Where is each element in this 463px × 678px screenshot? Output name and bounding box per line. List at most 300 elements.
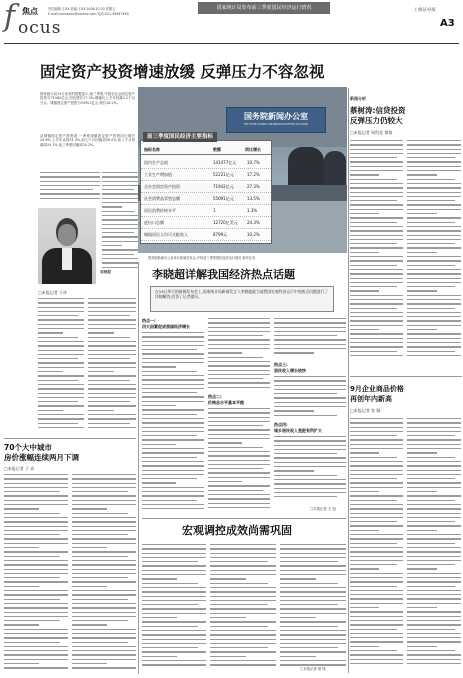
text-line: [280, 630, 346, 631]
text-line: [350, 495, 403, 496]
text-line: [38, 332, 63, 333]
cities-headline-line1: 70个大中城市: [4, 443, 52, 452]
text-line: [274, 385, 346, 386]
table-cell-growth: 13.5%: [247, 196, 260, 201]
text-line: [210, 617, 246, 618]
text-line: [102, 228, 138, 229]
text-line: [72, 620, 128, 621]
text-line: [407, 265, 455, 266]
text-line: [38, 423, 78, 424]
text-line: [274, 466, 346, 467]
text-line: [208, 370, 270, 371]
text-line: [142, 578, 177, 579]
q3-title: 居民收入增长较快: [274, 368, 306, 373]
sidebar2-body-text: [350, 418, 403, 668]
text-line: [350, 243, 397, 244]
text-line: [4, 526, 68, 527]
text-line: [208, 417, 270, 418]
text-line: [407, 166, 461, 167]
text-line: [88, 328, 136, 329]
text-line: [350, 633, 403, 634]
text-line: [350, 140, 403, 141]
text-line: [350, 179, 397, 180]
text-line: [350, 170, 403, 171]
text-line: [407, 286, 455, 287]
text-line: [407, 530, 437, 531]
text-line: [208, 503, 270, 504]
text-line: [72, 508, 107, 509]
text-line: [208, 490, 263, 491]
text-line: [4, 556, 60, 557]
text-line: [407, 427, 461, 428]
text-line: [407, 431, 461, 432]
text-line: [274, 453, 337, 454]
text-line: [274, 344, 346, 345]
text-line: [72, 586, 107, 587]
text-line: [350, 556, 403, 557]
text-line: [38, 311, 84, 312]
text-line: [407, 149, 461, 150]
text-line: [4, 517, 68, 518]
text-line: [102, 267, 138, 268]
text-line: [280, 621, 346, 622]
text-line: [350, 312, 403, 313]
text-line: [280, 617, 316, 618]
text-line: [280, 639, 346, 640]
table-cell-growth: 27.3%: [247, 184, 260, 189]
text-line: [407, 333, 461, 334]
hot-topic-byline: □本报记者 王 旭: [310, 507, 336, 511]
text-line: [4, 633, 68, 634]
text-line: [38, 358, 78, 359]
text-line: [350, 422, 403, 423]
text-line: [72, 534, 128, 535]
text-line: [102, 185, 138, 186]
text-line: [142, 384, 204, 385]
text-line: [280, 574, 346, 575]
text-line: [350, 157, 397, 158]
text-line: [72, 504, 136, 505]
text-line: [142, 591, 206, 592]
text-line: [102, 262, 138, 263]
text-line: [72, 560, 136, 561]
text-line: [350, 478, 397, 479]
text-line: [407, 351, 455, 352]
text-line: [4, 474, 68, 475]
text-line: [350, 342, 403, 343]
text-line: [88, 414, 136, 415]
text-line: [4, 642, 60, 643]
sidebar-headline-line2: 反弹压力仍较大: [350, 116, 403, 125]
text-line: [407, 452, 437, 453]
text-line: [72, 637, 136, 638]
text-line: [142, 630, 206, 631]
text-line: [142, 470, 204, 471]
text-line: [407, 556, 461, 557]
text-line: [142, 336, 204, 337]
text-line: [102, 189, 134, 190]
text-line: [72, 667, 136, 668]
text-line: [350, 598, 403, 599]
text-line: [407, 598, 461, 599]
text-line: [280, 647, 338, 648]
text-line: [274, 335, 337, 336]
text-line: [350, 325, 403, 326]
text-line: [407, 513, 461, 514]
text-line: [88, 380, 130, 381]
text-line: [4, 581, 68, 582]
text-line: [142, 345, 204, 346]
macro-body: [210, 544, 276, 672]
text-line: [142, 478, 197, 479]
text-line: [102, 198, 138, 199]
text-line: [88, 298, 136, 299]
text-line: [208, 357, 263, 358]
text-line: [407, 607, 437, 608]
text-line: [274, 339, 346, 340]
text-line: [280, 634, 346, 635]
text-line: [142, 583, 198, 584]
text-line: [208, 408, 270, 409]
text-line: [142, 647, 198, 648]
macro-body: [142, 544, 206, 672]
press-office-sign: [226, 107, 326, 133]
text-line: [38, 397, 84, 398]
text-line: [4, 530, 68, 531]
text-line: [407, 439, 461, 440]
text-line: [407, 508, 461, 509]
text-line: [274, 436, 346, 437]
text-line: [407, 581, 461, 582]
text-line: [38, 427, 84, 428]
sidebar-label: 新闻分析: [350, 96, 366, 101]
text-line: [102, 206, 122, 207]
text-line: [407, 278, 461, 279]
text-line: [4, 564, 68, 565]
text-line: [407, 290, 437, 291]
text-line: [88, 427, 136, 428]
text-line: [280, 548, 346, 549]
q4-title: 城乡居民收入差距有所扩大: [274, 428, 322, 433]
text-line: [350, 457, 397, 458]
text-line: [350, 278, 403, 279]
text-line: [72, 569, 136, 570]
text-line: [407, 478, 455, 479]
text-line: [350, 641, 403, 642]
text-line: [280, 613, 346, 614]
text-line: [210, 630, 276, 631]
text-line: [350, 217, 403, 218]
section-banner: [198, 2, 330, 14]
q3-body-top: [274, 318, 346, 358]
text-line: [4, 521, 68, 522]
text-line: [142, 600, 206, 601]
sign-subtitle: THE STATE COUNCIL INFORMATION OFFICE, P.R.CHINA: [243, 123, 309, 126]
text-line: [407, 538, 461, 539]
left-column-body: [38, 298, 84, 433]
table-cell-name: 居民消费价格水平: [144, 208, 176, 213]
text-line: [4, 637, 68, 638]
text-line: [407, 573, 461, 574]
cities-headline-line2: 房价涨幅连续两月下调: [4, 453, 79, 462]
text-line: [4, 487, 68, 488]
table-cell-amount: 12720亿美元: [213, 220, 238, 225]
text-line: [38, 337, 78, 338]
text-line: [142, 553, 206, 554]
main-story-body: [102, 172, 138, 272]
text-line: [88, 388, 136, 389]
text-line: [210, 660, 276, 661]
text-line: [72, 642, 128, 643]
text-line: [350, 144, 403, 145]
text-line: [208, 322, 270, 323]
text-line: [350, 482, 403, 483]
text-line: [280, 596, 346, 597]
text-line: [72, 483, 136, 484]
text-line: [350, 581, 403, 582]
table-cell-growth: 10.2%: [247, 232, 260, 237]
text-line: [274, 496, 337, 497]
text-line: [350, 474, 403, 475]
text-line: [280, 608, 346, 609]
text-line: [350, 452, 379, 453]
text-line: [407, 320, 461, 321]
text-line: [280, 565, 346, 566]
paper-name: 上海证券报: [413, 8, 436, 13]
main-headline: 固定资产投资增速放缓 反弹压力不容忽视: [40, 63, 325, 81]
text-line: [274, 479, 346, 480]
text-line: [142, 439, 204, 440]
text-line: [72, 590, 136, 591]
text-line: [210, 634, 276, 635]
text-line: [72, 573, 136, 574]
table-cell-growth: 17.2%: [247, 172, 260, 177]
text-line: [72, 581, 136, 582]
text-line: [102, 224, 138, 225]
text-line: [407, 183, 461, 184]
text-line: [142, 457, 197, 458]
text-line: [88, 341, 136, 342]
text-line: [4, 607, 68, 608]
table-cell-amount: 71942亿元: [213, 184, 234, 189]
text-line: [407, 153, 461, 154]
main-story-para2: 从城镇固定资产投资看,一季度城镇固定资产投资同比增长29.8%,上半年达到31.3%,前七个月回落到30.5%,前八个月回落到29.1%,前三季度回落到28.2%。: [40, 134, 135, 147]
text-line: [142, 388, 204, 389]
text-line: [88, 345, 136, 346]
cities-body: [72, 474, 136, 672]
text-line: [4, 620, 60, 621]
text-line: [208, 507, 270, 508]
text-line: [4, 551, 68, 552]
text-line: [350, 161, 403, 162]
text-line: [407, 338, 461, 339]
table-cell-amount: 1: [213, 208, 216, 213]
text-line: [350, 590, 403, 591]
text-line: [350, 166, 403, 167]
text-line: [102, 176, 138, 177]
q3-body: [274, 376, 346, 420]
text-line: [88, 311, 136, 312]
text-line: [274, 376, 346, 377]
text-line: [4, 650, 68, 651]
masthead: [0, 0, 463, 44]
text-line: [142, 341, 204, 342]
text-line: [350, 448, 403, 449]
text-line: [407, 243, 455, 244]
text-line: [208, 494, 270, 495]
text-line: [407, 564, 455, 565]
text-line: [208, 421, 270, 422]
text-line: [407, 325, 461, 326]
text-line: [102, 202, 138, 203]
hot-topic-col2: [208, 318, 270, 514]
sidebar-headline-line1: 蔡树涛:信贷投资: [350, 106, 406, 115]
text-line: [4, 586, 39, 587]
text-line: [407, 659, 461, 660]
text-line: [274, 327, 346, 328]
text-line: [208, 327, 270, 328]
text-line: [142, 608, 206, 609]
table-cell-name: 社会消费品零售总额: [144, 196, 180, 201]
text-line: [350, 418, 403, 419]
table-row: [141, 217, 271, 229]
text-line: [274, 397, 346, 398]
text-line: [210, 570, 276, 571]
text-line: [350, 487, 403, 488]
text-line: [40, 181, 100, 182]
text-line: [72, 487, 136, 488]
text-line: [407, 316, 461, 317]
text-line: [210, 656, 246, 657]
text-line: [280, 600, 346, 601]
email-line: E-mail:xxxxxxxx@xxxxxx.com 电话:021-38967XXX: [48, 12, 129, 16]
table-cell-name: 进出口总额: [144, 220, 164, 225]
text-line: [407, 260, 461, 261]
text-line: [407, 235, 461, 236]
text-line: [208, 481, 242, 482]
text-line: [38, 367, 84, 368]
q2-body: [208, 408, 270, 514]
table-row: [141, 157, 271, 169]
text-line: [142, 617, 177, 618]
editor-meta: [48, 7, 129, 17]
table-cell-growth: 1.3%: [247, 208, 258, 213]
editor-line: 责任编辑:王XX 美编:王XX 2006.10.20 星期五: [48, 7, 116, 11]
text-line: [350, 239, 403, 240]
text-line: [274, 415, 337, 416]
text-line: [142, 401, 204, 402]
q2-label: 热点二:: [208, 394, 222, 399]
text-line: [350, 196, 403, 197]
hot-topic-col1: [142, 318, 204, 514]
sidebar-vertical-rule: [348, 88, 349, 673]
text-line: [350, 247, 403, 248]
text-line: [407, 256, 461, 257]
text-line: [350, 222, 397, 223]
text-line: [350, 200, 397, 201]
text-line: [280, 570, 346, 571]
expert-caption: [100, 270, 111, 275]
text-line: [72, 564, 136, 565]
text-line: [142, 435, 197, 436]
text-line: [102, 219, 138, 220]
speaker-figure: [324, 151, 346, 187]
table-cell-amount: 141477亿元: [213, 160, 237, 165]
left-byline: □本报记者 于祥: [38, 290, 68, 295]
text-line: [407, 170, 461, 171]
text-line: [4, 538, 68, 539]
text-line: [407, 629, 455, 630]
text-line: [407, 187, 461, 188]
text-line: [350, 187, 403, 188]
text-line: [38, 371, 63, 372]
text-line: [88, 362, 136, 363]
cities-headline: [4, 443, 79, 463]
text-line: [88, 393, 136, 394]
text-line: [407, 637, 461, 638]
text-line: [142, 565, 206, 566]
text-line: [142, 427, 204, 428]
text-line: [274, 348, 346, 349]
text-line: [407, 217, 461, 218]
text-line: [142, 332, 204, 333]
text-line: [4, 603, 68, 604]
text-line: [350, 308, 397, 309]
text-line: [350, 551, 403, 552]
text-line: [407, 435, 455, 436]
text-line: [350, 273, 403, 274]
sidebar2-headline-line1: 9月企业商品价格: [350, 385, 404, 393]
text-line: [38, 410, 63, 411]
table-row: [141, 181, 271, 193]
q2-body-top: [208, 318, 270, 392]
text-line: [38, 393, 84, 394]
text-line: [210, 604, 268, 605]
text-line: [407, 521, 455, 522]
text-line: [280, 553, 346, 554]
text-line: [274, 393, 337, 394]
text-line: [350, 538, 403, 539]
text-line: [208, 464, 270, 465]
text-line: [210, 548, 276, 549]
expert-name: 李晓超: [100, 270, 111, 274]
text-line: [102, 181, 138, 182]
left-column-body: [88, 298, 136, 433]
text-line: [274, 492, 346, 493]
text-line: [407, 461, 461, 462]
text-line: [4, 577, 60, 578]
text-line: [72, 603, 136, 604]
text-line: [407, 204, 461, 205]
text-line: [407, 346, 461, 347]
text-line: [407, 620, 461, 621]
text-line: [4, 569, 68, 570]
text-line: [350, 213, 379, 214]
text-line: [102, 211, 134, 212]
text-line: [280, 591, 346, 592]
text-line: [407, 663, 461, 664]
text-line: [407, 465, 461, 466]
text-line: [350, 209, 403, 210]
text-line: [210, 565, 276, 566]
text-line: [88, 401, 130, 402]
table-cell-amount: 8799元: [213, 232, 228, 237]
text-line: [350, 346, 403, 347]
text-line: [407, 303, 461, 304]
text-line: [407, 470, 461, 471]
text-line: [208, 378, 263, 379]
text-line: [38, 324, 84, 325]
